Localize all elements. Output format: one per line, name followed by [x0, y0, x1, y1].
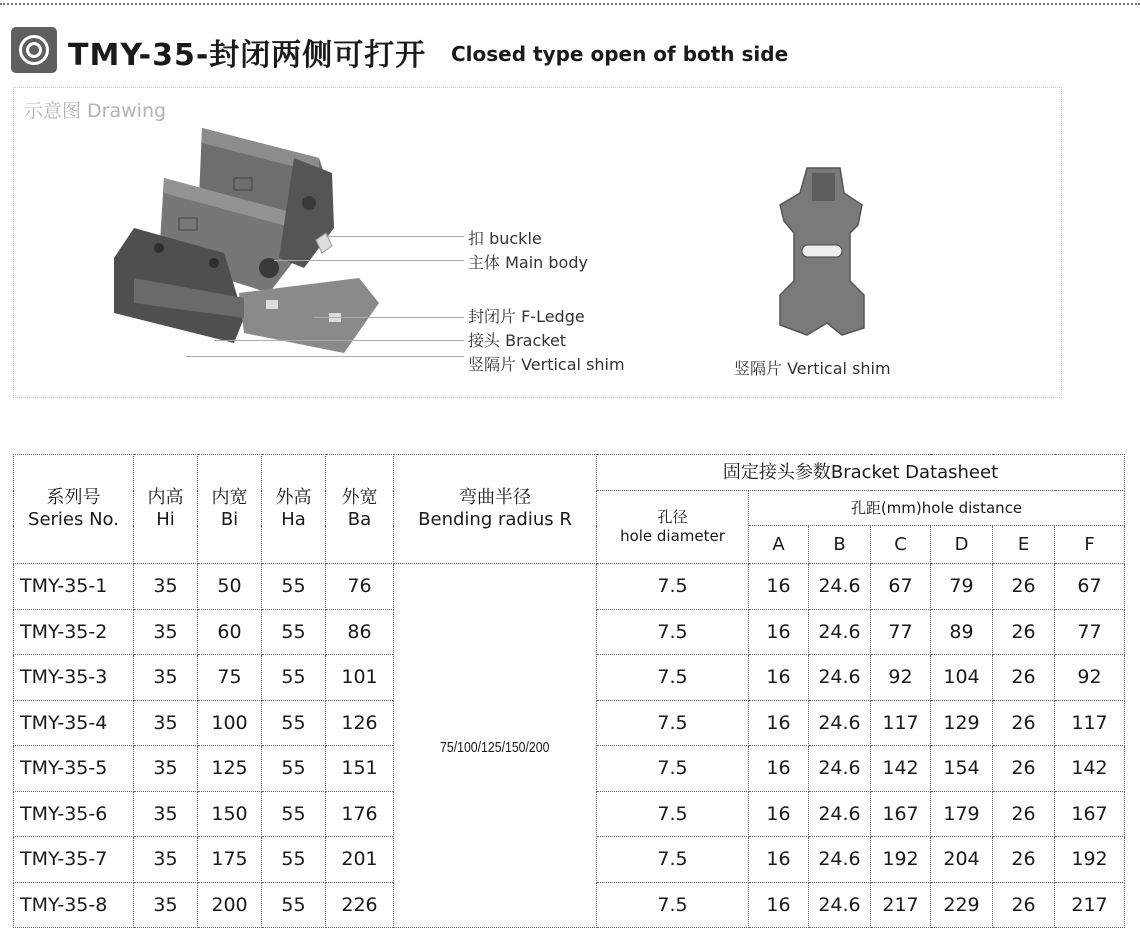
- header-ha: [262, 455, 326, 564]
- series-cell: TMY-35-7: [14, 837, 134, 883]
- drawing-panel: [13, 87, 1062, 398]
- value-cell: 67: [1055, 564, 1125, 610]
- value-cell: 7.5: [597, 609, 749, 655]
- value-cell: 35: [134, 564, 198, 610]
- value-cell: 26: [993, 564, 1055, 610]
- value-cell: 77: [1055, 609, 1125, 655]
- spec-table: [13, 454, 1125, 928]
- value-cell: 7.5: [597, 746, 749, 792]
- value-cell: 35: [134, 837, 198, 883]
- header-col-e: E: [993, 526, 1055, 564]
- header-hi-cn: 内高: [147, 487, 184, 508]
- value-cell: 35: [134, 655, 198, 701]
- value-cell: 167: [1055, 791, 1125, 837]
- series-logo-icon: [11, 27, 57, 73]
- value-cell: 55: [262, 791, 326, 837]
- value-cell: 24.6: [809, 791, 871, 837]
- leader-line-f-ledge: [314, 317, 464, 318]
- page-subtitle: Closed type open of both side: [451, 42, 789, 66]
- leader-line-buckle: [326, 236, 464, 237]
- header-hole-distance: 孔距(mm)hole distance: [749, 491, 1125, 526]
- header-ba-cn: 外宽: [341, 487, 378, 508]
- value-cell: 176: [326, 791, 394, 837]
- value-cell: 67: [871, 564, 931, 610]
- header-radius: [394, 455, 597, 564]
- leader-line-bracket: [214, 340, 464, 341]
- cable-chain-illustration: [104, 118, 384, 358]
- spec-table-body: [14, 564, 1125, 928]
- value-cell: 55: [262, 837, 326, 883]
- value-cell: 142: [1055, 746, 1125, 792]
- header-bi: [198, 455, 262, 564]
- value-cell: 92: [1055, 655, 1125, 701]
- callout-main-body: 主体 Main body: [468, 253, 588, 272]
- callout-f-ledge: 封闭片 F-Ledge: [468, 307, 585, 326]
- header-series: [14, 455, 134, 564]
- value-cell: 204: [931, 837, 993, 883]
- value-cell: 79: [931, 564, 993, 610]
- value-cell: 55: [262, 655, 326, 701]
- logo-ring-inner: [26, 42, 42, 58]
- header-col-b: B: [809, 526, 871, 564]
- value-cell: 75: [198, 655, 262, 701]
- series-cell: TMY-35-1: [14, 564, 134, 610]
- value-cell: 16: [749, 700, 809, 746]
- value-cell: 7.5: [597, 655, 749, 701]
- value-cell: 16: [749, 655, 809, 701]
- value-cell: 24.6: [809, 837, 871, 883]
- header-hole-diameter-cn: 孔径: [657, 508, 688, 526]
- value-cell: 24.6: [809, 746, 871, 792]
- value-cell: 142: [871, 746, 931, 792]
- header-hi-en: Hi: [156, 509, 175, 530]
- value-cell: 26: [993, 882, 1055, 928]
- value-cell: 16: [749, 882, 809, 928]
- header-ha-cn: 外高: [275, 487, 312, 508]
- value-cell: 101: [326, 655, 394, 701]
- value-cell: 24.6: [809, 564, 871, 610]
- value-cell: 200: [198, 882, 262, 928]
- value-cell: 60: [198, 609, 262, 655]
- value-cell: 125: [198, 746, 262, 792]
- header-hi: [134, 455, 198, 564]
- value-cell: 26: [993, 746, 1055, 792]
- leader-line-main-body: [274, 260, 464, 261]
- top-divider: [0, 3, 1140, 5]
- value-cell: 89: [931, 609, 993, 655]
- table-row: [14, 564, 1125, 610]
- value-cell: 92: [871, 655, 931, 701]
- value-cell: 201: [326, 837, 394, 883]
- page-title: TMY-35-封闭两侧可打开: [68, 38, 427, 73]
- value-cell: 26: [993, 655, 1055, 701]
- series-cell: TMY-35-8: [14, 882, 134, 928]
- value-cell: 16: [749, 791, 809, 837]
- shim-top-notch: [812, 173, 835, 201]
- value-cell: 7.5: [597, 882, 749, 928]
- value-cell: 150: [198, 791, 262, 837]
- header-col-c: C: [871, 526, 931, 564]
- value-cell: 55: [262, 700, 326, 746]
- value-cell: 35: [134, 882, 198, 928]
- value-cell: 55: [262, 746, 326, 792]
- logo-ring: [19, 35, 49, 65]
- value-cell: 55: [262, 882, 326, 928]
- leader-line-vertical-shim: [186, 356, 464, 357]
- series-cell: TMY-35-4: [14, 700, 134, 746]
- header-series-cn: 系列号: [46, 487, 101, 508]
- chain-hole: [209, 258, 219, 268]
- callout-buckle: 扣 buckle: [468, 229, 542, 248]
- drawing-title: 示意图 Drawing: [24, 100, 167, 122]
- value-cell: 129: [931, 700, 993, 746]
- value-cell: 226: [326, 882, 394, 928]
- value-cell: 117: [871, 700, 931, 746]
- bending-radius-value: 75/100/125/150/200: [440, 738, 550, 756]
- value-cell: 26: [993, 609, 1055, 655]
- value-cell: 229: [931, 882, 993, 928]
- value-cell: 192: [871, 837, 931, 883]
- value-cell: 104: [931, 655, 993, 701]
- header-series-en: Series No.: [28, 509, 119, 530]
- value-cell: 35: [134, 746, 198, 792]
- value-cell: 154: [931, 746, 993, 792]
- value-cell: 86: [326, 609, 394, 655]
- header-ha-en: Ha: [281, 509, 306, 530]
- callout-bracket: 接头 Bracket: [468, 331, 567, 350]
- value-cell: 77: [871, 609, 931, 655]
- value-cell: 7.5: [597, 700, 749, 746]
- series-cell: TMY-35-6: [14, 791, 134, 837]
- chain-hole: [154, 243, 164, 253]
- header-ba-en: Ba: [347, 509, 372, 530]
- value-cell: 24.6: [809, 655, 871, 701]
- series-cell: TMY-35-2: [14, 609, 134, 655]
- vertical-shim-illustration: [772, 163, 872, 338]
- header-ba: [326, 455, 394, 564]
- value-cell: 76: [326, 564, 394, 610]
- header-col-f: F: [1055, 526, 1125, 564]
- header-bi-cn: 内宽: [211, 487, 248, 508]
- value-cell: 217: [871, 882, 931, 928]
- value-cell: 16: [749, 564, 809, 610]
- header-hole-diameter-en: hole diameter: [620, 527, 725, 545]
- value-cell: 24.6: [809, 882, 871, 928]
- value-cell: 35: [134, 609, 198, 655]
- value-cell: 16: [749, 746, 809, 792]
- bending-radius-cell: [394, 564, 597, 928]
- value-cell: 175: [198, 837, 262, 883]
- header-bracket: 固定接头参数Bracket Datasheet: [597, 455, 1125, 491]
- value-cell: 16: [749, 609, 809, 655]
- value-cell: 26: [993, 700, 1055, 746]
- chain-pivot: [259, 258, 279, 278]
- value-cell: 24.6: [809, 609, 871, 655]
- value-cell: 192: [1055, 837, 1125, 883]
- shim-caption: 竖隔片 Vertical shim: [734, 359, 891, 378]
- value-cell: 100: [198, 700, 262, 746]
- header-col-a: A: [749, 526, 809, 564]
- header-radius-cn: 弯曲半径: [459, 487, 531, 508]
- series-cell: TMY-35-5: [14, 746, 134, 792]
- chain-pivot: [302, 196, 316, 210]
- value-cell: 151: [326, 746, 394, 792]
- value-cell: 179: [931, 791, 993, 837]
- value-cell: 55: [262, 564, 326, 610]
- value-cell: 7.5: [597, 837, 749, 883]
- value-cell: 35: [134, 700, 198, 746]
- value-cell: 167: [871, 791, 931, 837]
- header-col-d: D: [931, 526, 993, 564]
- value-cell: 55: [262, 609, 326, 655]
- value-cell: 126: [326, 700, 394, 746]
- chain-plate-slot: [266, 300, 278, 309]
- value-cell: 7.5: [597, 791, 749, 837]
- value-cell: 26: [993, 791, 1055, 837]
- header-hole-diameter: [597, 491, 749, 564]
- value-cell: 24.6: [809, 700, 871, 746]
- value-cell: 16: [749, 837, 809, 883]
- header-bi-en: Bi: [220, 509, 239, 530]
- value-cell: 117: [1055, 700, 1125, 746]
- value-cell: 35: [134, 791, 198, 837]
- value-cell: 7.5: [597, 564, 749, 610]
- callout-vertical-shim: 竖隔片 Vertical shim: [468, 355, 625, 374]
- value-cell: 26: [993, 837, 1055, 883]
- header-radius-en: Bending radius R: [418, 509, 572, 530]
- value-cell: 217: [1055, 882, 1125, 928]
- shim-slot: [802, 245, 842, 257]
- value-cell: 50: [198, 564, 262, 610]
- series-cell: TMY-35-3: [14, 655, 134, 701]
